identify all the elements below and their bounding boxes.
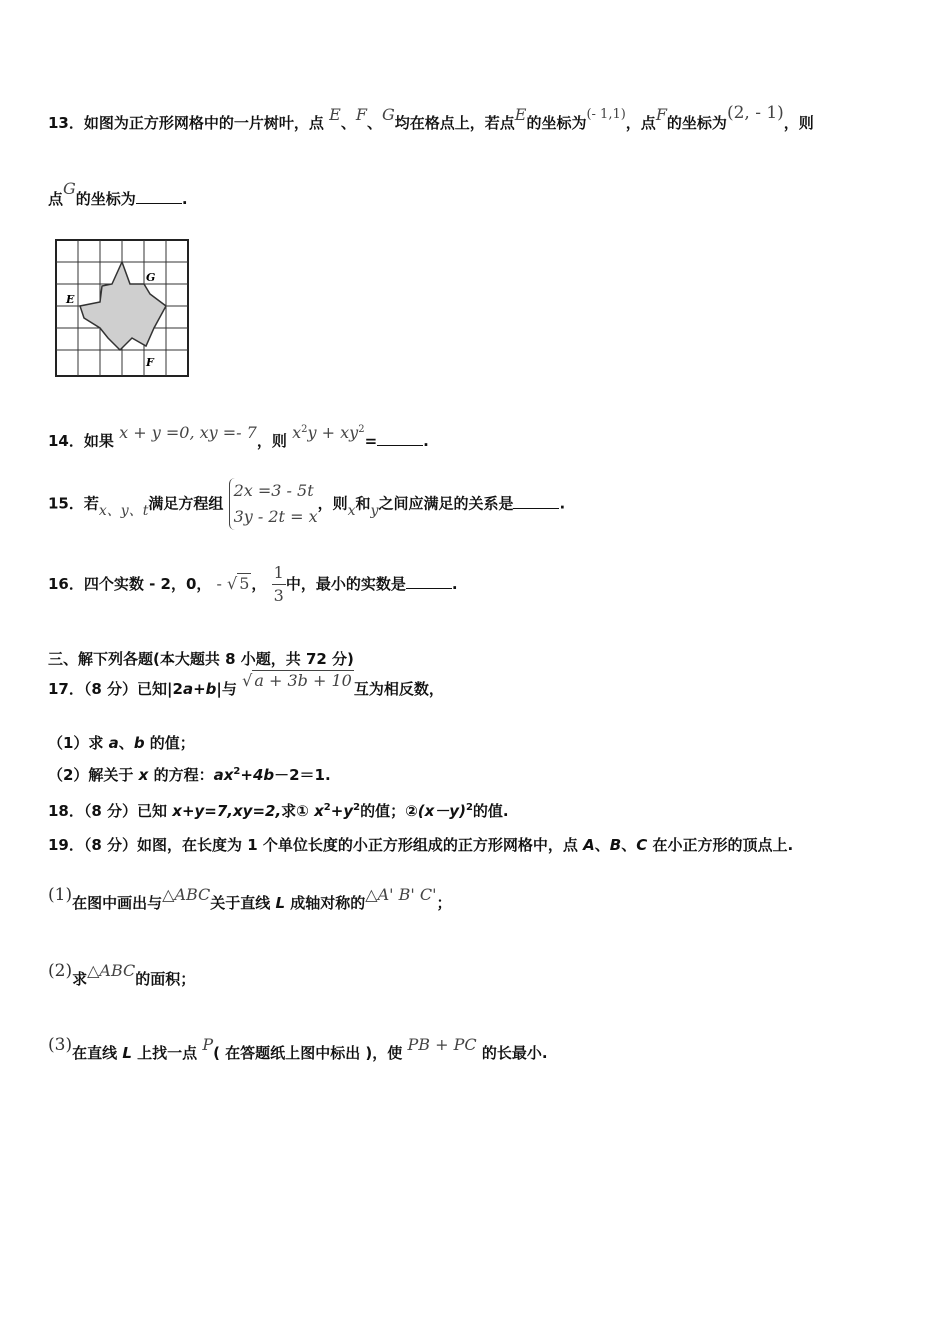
coord-E: (- 1,1) bbox=[586, 107, 626, 122]
sqrt-expression: √ a + 3b + 10 bbox=[242, 671, 352, 690]
q19: 19．（8 分）如图，在长度为 1 个单位长度的小正方形组成的正方形网格中，点 A、B、C 在小正方形的顶点上. bbox=[48, 836, 794, 854]
q19-number: 19． bbox=[48, 836, 84, 854]
sqrt-five: √ 5 bbox=[227, 574, 250, 593]
q13-line2: 点G的坐标为 . bbox=[48, 179, 188, 208]
answer-blank bbox=[377, 443, 423, 446]
q19-part3: (3)在直线 L 上找一点 P( 在答题纸上图中标出 )，使 PB + PC 的长最小. bbox=[48, 1035, 548, 1062]
q14-number: 14． bbox=[48, 432, 84, 450]
q19-part2: (2)求△ABC的面积； bbox=[48, 961, 196, 988]
coord-F: (2, - 1) bbox=[726, 103, 784, 123]
equation-system: 2x =3 - 5t 3y - 2t = x bbox=[229, 478, 318, 530]
section-heading: 三、解下列各题(本大题共 8 小题，共 72 分) bbox=[48, 650, 354, 668]
q13-number: 13． bbox=[48, 114, 84, 132]
q15-number: 15． bbox=[48, 494, 84, 513]
q17-part1: （1）求 a、b 的值； bbox=[48, 734, 195, 752]
q18-number: 18． bbox=[48, 802, 84, 820]
q18: 18．（8 分）已知 x+y=7,xy=2,求① $x^2+y^2$的值；$②(x-y)^2$的值. bbox=[48, 802, 509, 820]
label-E: E bbox=[66, 293, 75, 306]
q19-part1: (1)在图中画出与△ABC关于直线 L 成轴对称的△A' B' C'； bbox=[48, 885, 452, 912]
leaf-grid-figure bbox=[54, 238, 192, 380]
q17-number: 17． bbox=[48, 680, 84, 698]
answer-blank bbox=[406, 586, 452, 589]
q15: 15．若x、y、t满足方程组 2x =3 - 5t 3y - 2t = x ，则x和y之间应满足的关系是 . bbox=[48, 478, 565, 530]
q17-part2: （2）解关于 x 的方程：$ax^2+4b-2=1$. bbox=[48, 766, 331, 784]
fraction-one-third: $\frac{1}{3}$ bbox=[273, 563, 284, 605]
label-F: F bbox=[146, 356, 154, 369]
q16-number: 16． bbox=[48, 575, 84, 593]
q17: 17．（8 分）已知|2a+b|与 √ a + 3b + 10 互为相反数， bbox=[48, 671, 444, 698]
q16: 16．四个实数 - 2，0， - √ 5 ， $\frac{1}{3}$ 中，最小的实数是 . bbox=[48, 563, 458, 605]
answer-blank bbox=[513, 506, 559, 509]
q13-line1: 13．如图为正方形网格中的一片树叶，点 E、F、G均在格点上，若点E的坐标为(- 1,1)，点F的坐标为(2, - 1)，则 bbox=[48, 103, 814, 132]
label-G: G bbox=[146, 271, 156, 284]
answer-blank bbox=[136, 201, 182, 204]
q14: 14．如果 x + y =0, xy =- 7，则 $x^2y + xy^2=$ . bbox=[48, 423, 429, 450]
